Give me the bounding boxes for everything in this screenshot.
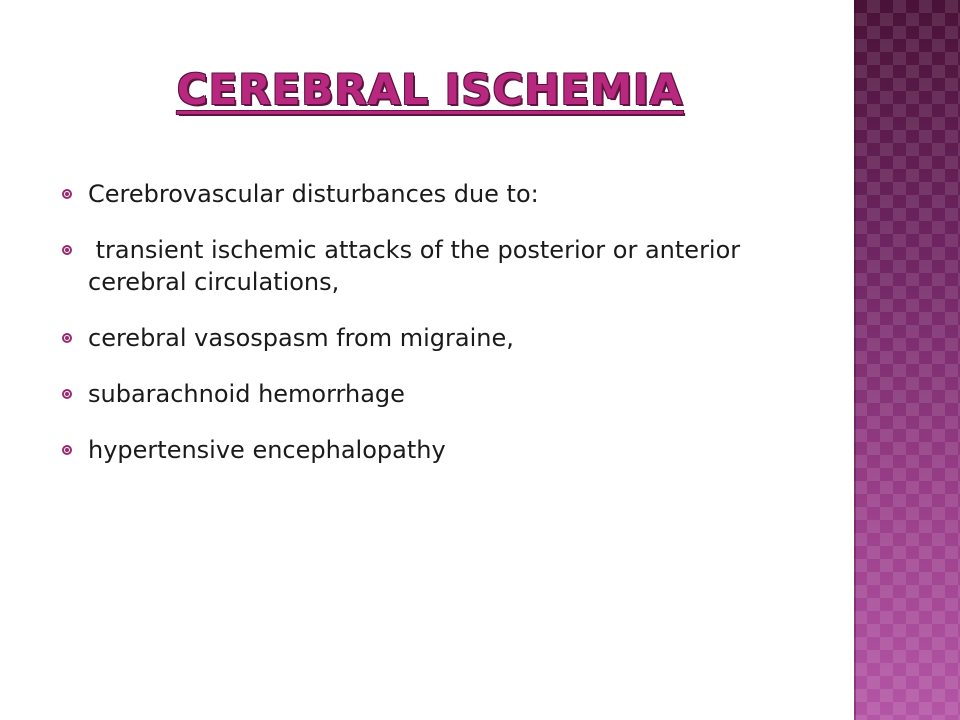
bullet-text: subarachnoid hemorrhage bbox=[88, 380, 405, 408]
bullet-text: hypertensive encephalopathy bbox=[88, 436, 446, 464]
bullet-text: cerebral vasospasm from migraine, bbox=[88, 324, 514, 352]
bullet-item bbox=[62, 378, 832, 410]
decorative-side-band bbox=[854, 0, 960, 720]
circled-dot-bullet-icon bbox=[62, 189, 72, 199]
circled-dot-bullet-icon bbox=[62, 389, 72, 399]
bullet-item bbox=[62, 322, 832, 354]
bullet-item bbox=[62, 434, 832, 466]
circled-dot-bullet-icon bbox=[62, 333, 72, 343]
bullet-list bbox=[62, 178, 832, 490]
side-band-edge bbox=[854, 0, 856, 720]
circled-dot-bullet-icon bbox=[62, 445, 72, 455]
bullet-text: Cerebrovascular disturbances due to: bbox=[88, 180, 539, 208]
bullet-text: transient ischemic attacks of the posterior or anterior cerebral circulations, bbox=[88, 236, 748, 296]
slide-title: CEREBRAL ISCHEMIA bbox=[176, 65, 684, 114]
bullet-item bbox=[62, 178, 832, 210]
bullet-item bbox=[62, 234, 832, 298]
circled-dot-bullet-icon bbox=[62, 245, 72, 255]
